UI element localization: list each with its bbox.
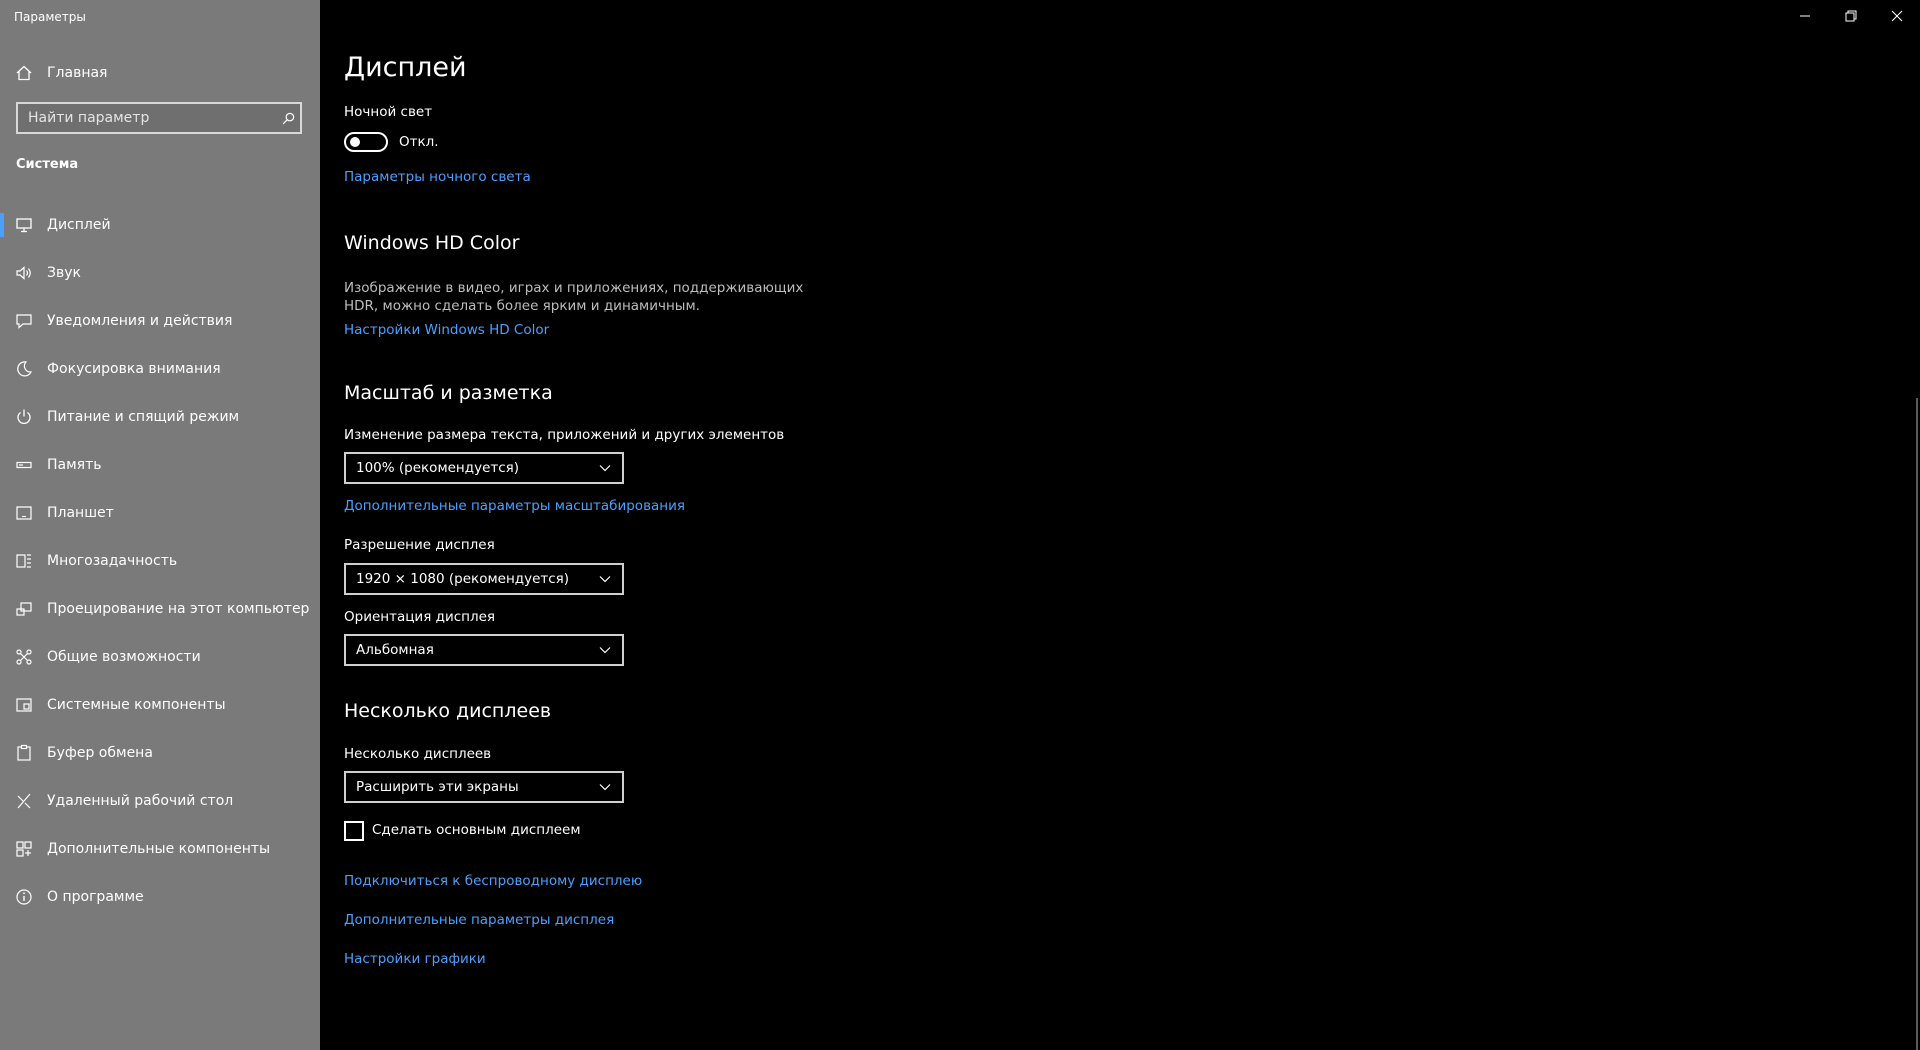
page-title: Дисплей: [344, 52, 467, 83]
remote-icon: [14, 791, 34, 811]
addon-icon: [14, 839, 34, 859]
orientation-value: Альбомная: [356, 642, 434, 658]
search-input[interactable]: [18, 109, 276, 127]
sidebar-item-power[interactable]: [0, 397, 320, 437]
sidebar-item-label: Память: [47, 457, 102, 473]
hd-color-heading: Windows HD Color: [344, 232, 520, 254]
info-icon: [14, 887, 34, 907]
sidebar-item-label: Удаленный рабочий стол: [47, 793, 234, 809]
wireless-display-link[interactable]: Подключиться к беспроводному дисплею: [344, 873, 643, 889]
sidebar-item-label: Питание и спящий режим: [47, 409, 240, 425]
message-icon: [14, 311, 34, 331]
sidebar-item-label: Планшет: [47, 505, 114, 521]
close-button[interactable]: [1874, 0, 1920, 32]
scale-heading: Масштаб и разметка: [344, 382, 553, 404]
moon-icon: [14, 359, 34, 379]
scale-size-dropdown[interactable]: [344, 452, 624, 484]
multi-display-label: Несколько дисплеев: [344, 746, 492, 762]
sidebar-item-storage[interactable]: [0, 445, 320, 485]
resolution-dropdown[interactable]: [344, 563, 624, 595]
sidebar-item-label: Уведомления и действия: [47, 313, 233, 329]
hd-color-description: Изображение в видео, играх и приложениях, поддерживающих HDR, можно сделать более ярким и динамичным.: [344, 280, 804, 314]
main-content: [320, 0, 1920, 1050]
scale-size-value: 100% (рекомендуется): [356, 460, 520, 476]
night-light-toggle[interactable]: [344, 132, 388, 152]
resolution-value: 1920 × 1080 (рекомендуется): [356, 571, 570, 587]
make-main-display-checkbox[interactable]: [344, 821, 364, 841]
speaker-icon: [14, 263, 34, 283]
shared-icon: [14, 647, 34, 667]
chevron-down-icon: [588, 462, 622, 474]
sidebar-item-notifications[interactable]: [0, 301, 320, 341]
sidebar-item-label: Общие возможности: [47, 649, 201, 665]
sidebar-item-label: Системные компоненты: [47, 697, 226, 713]
sidebar-item-clipboard[interactable]: [0, 733, 320, 773]
sidebar-item-focus[interactable]: [0, 349, 320, 389]
night-light-state: Откл.: [399, 134, 439, 150]
search-box[interactable]: [16, 102, 302, 134]
sidebar-item-label: Дополнительные компоненты: [47, 841, 271, 857]
sidebar-item-optional-features[interactable]: [0, 829, 320, 869]
restore-button[interactable]: [1828, 0, 1874, 32]
sidebar-item-tablet[interactable]: [0, 493, 320, 533]
sidebar-item-shared[interactable]: [0, 637, 320, 677]
resolution-label: Разрешение дисплея: [344, 537, 495, 553]
toggle-knob: [350, 137, 360, 147]
orientation-label: Ориентация дисплея: [344, 609, 496, 625]
sidebar-item-sound[interactable]: [0, 253, 320, 293]
sidebar-item-multitasking[interactable]: [0, 541, 320, 581]
sidebar-item-system-components[interactable]: [0, 685, 320, 725]
orientation-dropdown[interactable]: [344, 634, 624, 666]
sidebar-item-label: Дисплей: [47, 217, 111, 233]
scrollbar[interactable]: [1916, 398, 1918, 1050]
multi-display-dropdown[interactable]: [344, 771, 624, 803]
sidebar: [0, 0, 320, 1050]
multi-display-value: Расширить эти экраны: [356, 779, 519, 795]
app-title: Параметры: [14, 10, 86, 24]
restore-icon: [1845, 10, 1857, 22]
sidebar-item-display[interactable]: [0, 205, 320, 245]
home-icon: [14, 63, 34, 83]
graphics-settings-link[interactable]: Настройки графики: [344, 951, 486, 967]
night-light-label: Ночной свет: [344, 104, 433, 120]
clipboard-icon: [14, 743, 34, 763]
sidebar-item-remote-desktop[interactable]: [0, 781, 320, 821]
close-icon: [1891, 10, 1903, 22]
night-light-settings-link[interactable]: Параметры ночного света: [344, 169, 531, 185]
minimize-button[interactable]: [1782, 0, 1828, 32]
sidebar-item-label: Буфер обмена: [47, 745, 153, 761]
minimize-icon: [1799, 10, 1811, 22]
sidebar-item-label: Фокусировка внимания: [47, 361, 221, 377]
advanced-display-link[interactable]: Дополнительные параметры дисплея: [344, 912, 615, 928]
tablet-icon: [14, 503, 34, 523]
sidebar-item-label: Звук: [47, 265, 81, 281]
project-icon: [14, 599, 34, 619]
sidebar-item-projecting[interactable]: [0, 589, 320, 629]
chevron-down-icon: [588, 573, 622, 585]
sidebar-item-label: О программе: [47, 889, 144, 905]
components-icon: [14, 695, 34, 715]
hd-color-settings-link[interactable]: Настройки Windows HD Color: [344, 322, 550, 338]
sidebar-item-label: Многозадачность: [47, 553, 178, 569]
make-main-display-label: Сделать основным дисплеем: [372, 822, 581, 838]
sidebar-item-label: Проецирование на этот компьютер: [47, 601, 310, 617]
search-icon[interactable]: [276, 112, 300, 125]
chevron-down-icon: [588, 781, 622, 793]
multi-display-heading: Несколько дисплеев: [344, 700, 552, 722]
sidebar-home[interactable]: [0, 53, 320, 93]
advanced-scaling-link[interactable]: Дополнительные параметры масштабирования: [344, 498, 686, 514]
storage-icon: [14, 455, 34, 475]
sidebar-item-about[interactable]: [0, 877, 320, 917]
sidebar-home-label: Главная: [47, 65, 108, 81]
section-label: Система: [16, 157, 79, 172]
chevron-down-icon: [588, 644, 622, 656]
monitor-icon: [14, 215, 34, 235]
scale-size-label: Изменение размера текста, приложений и других элементов: [344, 427, 785, 443]
multitask-icon: [14, 551, 34, 571]
power-icon: [14, 407, 34, 427]
